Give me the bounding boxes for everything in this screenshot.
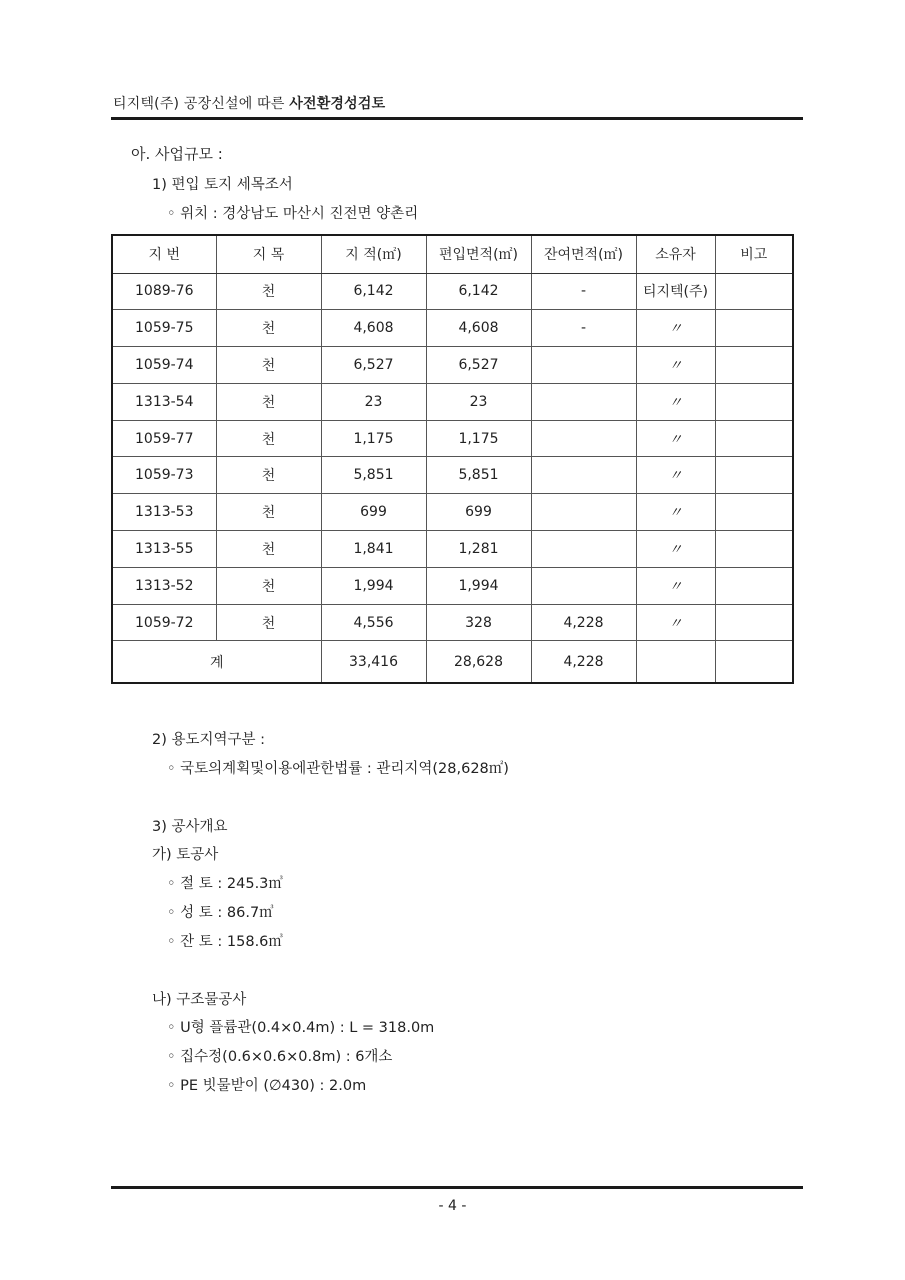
cell-owner: 〃 xyxy=(636,567,715,604)
header-note: 비고 xyxy=(715,235,793,273)
table-row xyxy=(112,383,793,420)
location-line: ◦ 위치 : 경상남도 마산시 진전면 양촌리 xyxy=(167,206,419,222)
cell-remaining: - xyxy=(531,310,636,347)
total-label: 계 xyxy=(112,641,321,683)
total-area: 33,416 xyxy=(321,641,426,683)
cell-owner: 〃 xyxy=(636,494,715,531)
table-row xyxy=(112,457,793,494)
cell-incorporated: 5,851 xyxy=(426,457,531,494)
cell-type: 천 xyxy=(216,347,321,384)
cell-note xyxy=(715,567,793,604)
header-type: 지 목 xyxy=(216,235,321,273)
cell-type: 천 xyxy=(216,457,321,494)
cell-incorporated: 4,608 xyxy=(426,310,531,347)
cell-type: 천 xyxy=(216,531,321,568)
cell-remaining xyxy=(531,531,636,568)
header-prefix: 티지텍(주) 공장신설에 따른 xyxy=(113,96,285,112)
cell-incorporated: 1,175 xyxy=(426,420,531,457)
total-incorporated: 28,628 xyxy=(426,641,531,683)
table-row xyxy=(112,567,793,604)
cell-incorporated: 1,281 xyxy=(426,531,531,568)
earthwork-title: 가) 토공사 xyxy=(152,847,219,863)
cell-type: 천 xyxy=(216,273,321,310)
cell-area: 23 xyxy=(321,383,426,420)
subsection3-title: 3) 공사개요 xyxy=(152,819,228,835)
cell-note xyxy=(715,457,793,494)
cell-incorporated: 23 xyxy=(426,383,531,420)
cell-area: 699 xyxy=(321,494,426,531)
cell-lot: 1059-74 xyxy=(112,347,216,384)
table-row xyxy=(112,273,793,310)
header-lot: 지 번 xyxy=(112,235,216,273)
earthwork-item: ◦ 잔 토 : 158.6㎥ xyxy=(167,934,283,950)
cell-owner: 〃 xyxy=(636,531,715,568)
table-row xyxy=(112,494,793,531)
cell-area: 5,851 xyxy=(321,457,426,494)
table-header-row xyxy=(112,235,793,273)
subsection2-title: 2) 용도지역구분 : xyxy=(152,732,266,748)
cell-remaining xyxy=(531,457,636,494)
total-remaining: 4,228 xyxy=(531,641,636,683)
table-row xyxy=(112,531,793,568)
header-divider xyxy=(111,117,803,120)
cell-area: 6,142 xyxy=(321,273,426,310)
zoning-line: ◦ 국토의계획및이용에관한법률 : 관리지역(28,628㎡) xyxy=(167,761,509,777)
cell-lot: 1313-55 xyxy=(112,531,216,568)
table-row xyxy=(112,310,793,347)
cell-type: 천 xyxy=(216,420,321,457)
header-incorporated: 편입면적(㎡) xyxy=(426,235,531,273)
cell-remaining: - xyxy=(531,273,636,310)
cell-owner: 〃 xyxy=(636,347,715,384)
total-note-empty xyxy=(715,641,793,683)
header-area: 지 적(㎡) xyxy=(321,235,426,273)
cell-type: 천 xyxy=(216,494,321,531)
cell-area: 1,175 xyxy=(321,420,426,457)
structure-item: ◦ PE 빗물받이 (∅430) : 2.0m xyxy=(167,1078,367,1094)
document-header xyxy=(113,93,803,113)
cell-area: 1,841 xyxy=(321,531,426,568)
cell-remaining xyxy=(531,383,636,420)
cell-incorporated: 6,527 xyxy=(426,347,531,384)
cell-note xyxy=(715,420,793,457)
cell-note xyxy=(715,383,793,420)
cell-lot: 1313-52 xyxy=(112,567,216,604)
header-title-bold: 사전환경성검토 xyxy=(289,96,386,112)
table-row xyxy=(112,604,793,641)
cell-area: 1,994 xyxy=(321,567,426,604)
cell-area: 4,608 xyxy=(321,310,426,347)
cell-type: 천 xyxy=(216,383,321,420)
cell-incorporated: 1,994 xyxy=(426,567,531,604)
cell-type: 천 xyxy=(216,567,321,604)
cell-lot: 1059-75 xyxy=(112,310,216,347)
land-register-table xyxy=(111,234,794,684)
table-row xyxy=(112,420,793,457)
cell-lot: 1313-54 xyxy=(112,383,216,420)
cell-owner: 티지텍(주) xyxy=(636,273,715,310)
structure-item: ◦ 집수정(0.6×0.6×0.8m) : 6개소 xyxy=(167,1049,393,1065)
cell-lot: 1089-76 xyxy=(112,273,216,310)
header-remaining: 잔여면적(㎡) xyxy=(531,235,636,273)
cell-type: 천 xyxy=(216,310,321,347)
cell-note xyxy=(715,273,793,310)
total-owner-empty xyxy=(636,641,715,683)
table-total-row xyxy=(112,641,793,683)
footer-divider xyxy=(111,1186,803,1189)
cell-incorporated: 699 xyxy=(426,494,531,531)
cell-note xyxy=(715,347,793,384)
cell-remaining: 4,228 xyxy=(531,604,636,641)
cell-remaining xyxy=(531,494,636,531)
subsection1-title: 1) 편입 토지 세목조서 xyxy=(152,177,293,193)
cell-note xyxy=(715,494,793,531)
cell-lot: 1059-72 xyxy=(112,604,216,641)
cell-owner: 〃 xyxy=(636,310,715,347)
table-row xyxy=(112,347,793,384)
cell-owner: 〃 xyxy=(636,604,715,641)
cell-owner: 〃 xyxy=(636,420,715,457)
cell-area: 4,556 xyxy=(321,604,426,641)
cell-note xyxy=(715,310,793,347)
cell-lot: 1313-53 xyxy=(112,494,216,531)
header-owner: 소유자 xyxy=(636,235,715,273)
cell-owner: 〃 xyxy=(636,457,715,494)
cell-incorporated: 328 xyxy=(426,604,531,641)
structure-item: ◦ U형 플륨관(0.4×0.4m) : L = 318.0m xyxy=(167,1020,435,1036)
cell-remaining xyxy=(531,420,636,457)
cell-lot: 1059-73 xyxy=(112,457,216,494)
structure-title: 나) 구조물공사 xyxy=(152,992,247,1008)
cell-type: 천 xyxy=(216,604,321,641)
cell-remaining xyxy=(531,567,636,604)
cell-incorporated: 6,142 xyxy=(426,273,531,310)
page-number: - 4 - xyxy=(438,1198,467,1214)
cell-note xyxy=(715,604,793,641)
cell-lot: 1059-77 xyxy=(112,420,216,457)
earthwork-item: ◦ 성 토 : 86.7㎥ xyxy=(167,905,274,921)
cell-note xyxy=(715,531,793,568)
earthwork-item: ◦ 절 토 : 245.3㎥ xyxy=(167,876,283,892)
cell-area: 6,527 xyxy=(321,347,426,384)
cell-owner: 〃 xyxy=(636,383,715,420)
section-title: 아. 사업규모 : xyxy=(131,145,223,163)
cell-remaining xyxy=(531,347,636,384)
